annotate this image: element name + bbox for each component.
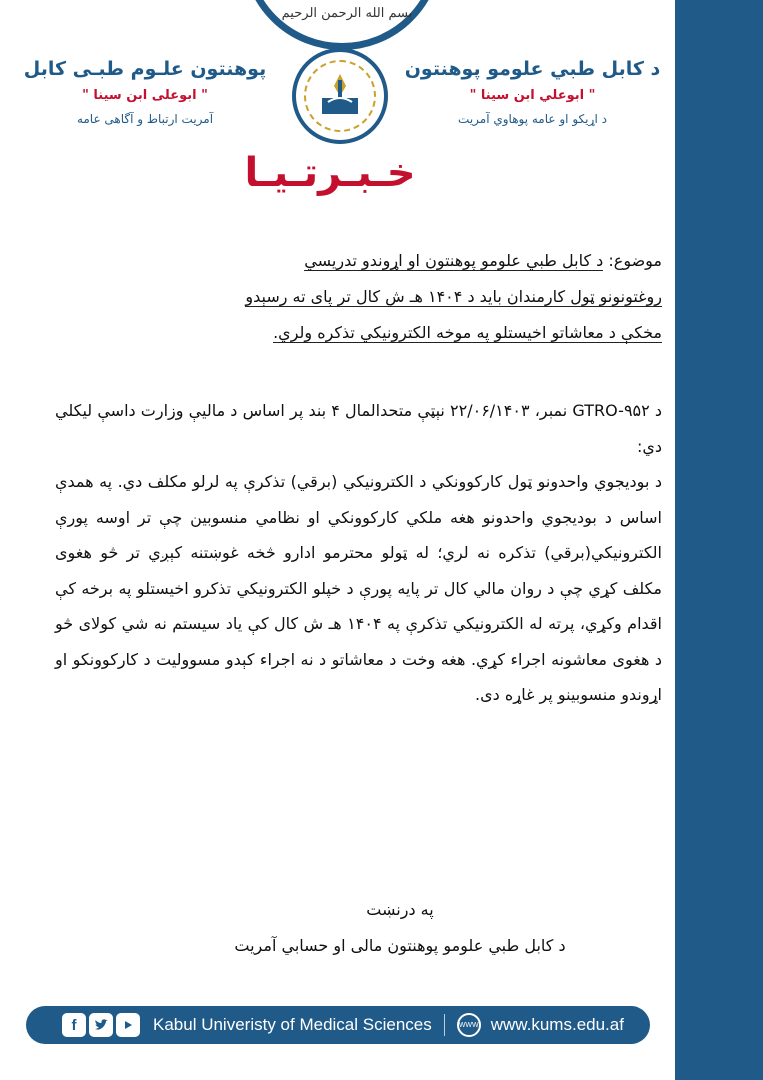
footer-university-name: Kabul Univeristy of Medical Sciences — [153, 1015, 432, 1034]
signature-greeting: په درنښت — [366, 900, 434, 919]
university-name-pashto: د کابل طبي علومو پوهنتون — [404, 58, 661, 80]
news-title: خـبـرتـیـا — [244, 150, 416, 196]
body-intro: د GTRO-۹۵۲ نمبر، ۲۲/۰۶/۱۴۰۳ نېټې متحدالمال ۴ بند پر اساس د مالیې وزارت داسې لیکلي دي: — [55, 401, 663, 456]
subject-line-3 — [55, 315, 662, 351]
subject-text-3: مخکې د معاشاتو اخیستلو په موخه الکترونیکي تذکره ولري. — [273, 323, 662, 342]
body-text — [55, 393, 662, 713]
university-subtitle-pashto: " ابوعلي ابن سینا " — [469, 88, 596, 103]
facebook-icon[interactable]: f — [62, 1013, 86, 1037]
basmala: بسم الله الرحمن الرحیم — [281, 6, 413, 21]
signature-office: د کابل طبي علومو پوهنتون مالی او حسابي آمریت — [234, 936, 566, 955]
subject-block — [55, 243, 662, 351]
university-emblem-icon — [292, 48, 388, 144]
footer-divider — [444, 1014, 445, 1036]
university-name-dari: پوهنتون علـوم طبـی کابل — [23, 58, 267, 80]
header-dari — [20, 58, 270, 126]
body-paragraph: د بودیجوي واحدونو ټول کارکوونکي د الکترونیکي (برقي) تذکرې په لرلو مکلف دي. په همدې اساس د بودیجوي واحدونو هغه ملکي کارکوونکي او نظامي منسوبین چې تر اوسه پورې الکترونیکي(برقي) تذکره نه لري؛ له ټولو محترمو ادارو څخه غوښتنه کېږي تر څو هغوی مکلف کړي چې د روان مالي کال تر پایه پورې د خپلو الکترونیکي تذکرو اخیستلو په برخه کې اقدام وکړي، پرته له الکترونیکي تذکرې په ۱۴۰۴ هـ ش کال کې یاد سیستم نه شي کولای څو د هغوی معاشونه اجراء کړي. هغه وخت د معاشاتو د نه اجراء کېدو مسوولیت د کارکوونکو او اړوندو منسوبینو پر غاړه دی. — [55, 472, 663, 704]
subject-line-1 — [55, 243, 662, 279]
subject-text-1: د کابل طبي علومو پوهنتون او اړوندو تدریسي — [304, 251, 604, 270]
office-name-pashto: د اړیکو او عامه پوهاوي آمریت — [458, 112, 607, 126]
web-icon: WWW — [457, 1013, 481, 1037]
footer-bar — [26, 1006, 650, 1044]
footer-website-link[interactable]: www.kums.edu.af — [490, 1015, 624, 1034]
subject-text-2: روغتونونو ټول کارمندان باید د ۱۴۰۴ هـ ش کال تر پای ته رسېدو — [245, 287, 662, 306]
subject-line-2 — [55, 279, 662, 315]
university-subtitle-dari: " ابوعلی ابن سینا " — [82, 88, 208, 103]
office-name-dari: آمریت ارتباط و آگاهی عامه — [76, 112, 214, 126]
side-stripe — [675, 0, 763, 1080]
header-pashto — [395, 58, 670, 126]
youtube-icon[interactable] — [116, 1013, 140, 1037]
subject-label: موضوع: — [608, 251, 662, 270]
twitter-icon[interactable] — [89, 1013, 113, 1037]
